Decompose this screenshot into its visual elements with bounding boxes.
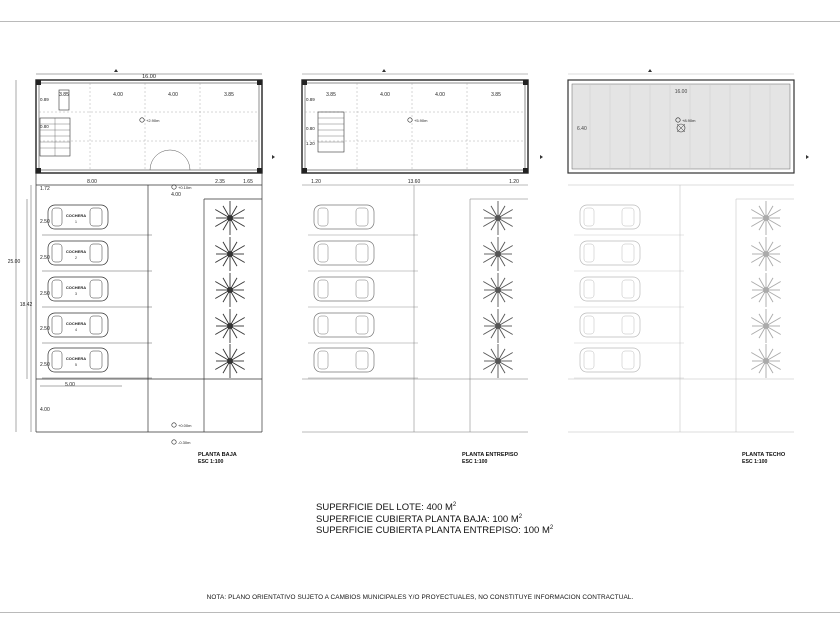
- trees-baja: [215, 201, 244, 378]
- summary-ground: [316, 514, 553, 526]
- dim-left-total: 25.00: [7, 259, 21, 265]
- tree-symbol: [215, 344, 244, 378]
- plan-planta-baja: [8, 74, 262, 465]
- parked-car: [308, 313, 418, 343]
- area-summary: [316, 502, 553, 537]
- dim-left-mid: 18.42: [19, 302, 33, 308]
- dim-top-part: 3.85: [491, 92, 501, 98]
- level-text: +8.90m: [682, 118, 696, 123]
- parking-label: COCHERA: [65, 356, 87, 361]
- parked-car: [574, 205, 684, 235]
- dim-row: 2.50: [40, 255, 50, 261]
- level-marker-yard: [172, 185, 192, 190]
- level-text: -0.30m: [178, 440, 191, 445]
- dim-top-part: 4.00: [380, 92, 390, 98]
- plan-title: PLANTA ENTREPISO: [462, 452, 518, 458]
- level-text: +2.90m: [146, 118, 160, 123]
- summary-ground-value: 100 M: [492, 513, 519, 525]
- tree-symbol: [751, 201, 780, 235]
- dim-side: 6.40: [577, 126, 587, 132]
- dim-top-total: 16.00: [142, 74, 156, 80]
- dim-row: 2.50: [40, 291, 50, 297]
- dim-small: 1.20: [306, 141, 315, 146]
- dim-bottom-width: 5.00: [65, 382, 75, 388]
- tree-symbol: [483, 309, 512, 343]
- dim-top-part: 3.85: [224, 92, 234, 98]
- parked-car: [42, 277, 152, 307]
- parked-car: [574, 241, 684, 271]
- tree-symbol: [483, 344, 512, 378]
- parking-label: COCHERA: [65, 213, 87, 218]
- tree-symbol: [751, 344, 780, 378]
- parking-number: 2: [75, 256, 77, 260]
- tree-symbol: [215, 273, 244, 307]
- tree-symbol: [215, 237, 244, 271]
- tree-symbol: [483, 273, 512, 307]
- parking-spots-techo: [574, 205, 684, 378]
- level-marker-top: [140, 118, 160, 123]
- trees-techo: [751, 201, 780, 378]
- unit-superscript: 2: [518, 513, 523, 520]
- dim-lane: 4.00: [171, 192, 181, 198]
- disclaimer-note: NOTA: PLANO ORIENTATIVO SUJETO A CAMBIOS MUNICIPALES Y/O PROYECTUALES, NO CONSTITUYE INFORMACION CONTRACTUAL.: [206, 594, 634, 601]
- parking-spots-baja: [42, 205, 152, 378]
- summary-lot-label: SUPERFICIE DEL LOTE:: [316, 502, 424, 513]
- parked-car: [308, 205, 418, 235]
- parked-car: [308, 241, 418, 271]
- level-marker-street: [172, 423, 192, 428]
- plan-title: PLANTA TECHO: [742, 452, 786, 458]
- dim-top-part: 3.85: [59, 92, 69, 98]
- parking-number: 1: [75, 220, 77, 224]
- level-text: +5.90m: [414, 118, 428, 123]
- plan-title: PLANTA BAJA: [198, 452, 237, 458]
- tree-symbol: [215, 201, 244, 235]
- tree-symbol: [483, 237, 512, 271]
- dim-under: 1.20: [509, 179, 519, 185]
- parked-car: [574, 348, 684, 378]
- parking-label: COCHERA: [65, 285, 87, 290]
- dim-top-total: 16.00: [674, 89, 688, 95]
- plan-scale: ESC 1:100: [742, 459, 768, 465]
- dim-row: 2.50: [40, 362, 50, 368]
- parked-car: [574, 277, 684, 307]
- dim-small: 0.80: [306, 126, 315, 131]
- parking-number: 5: [75, 363, 77, 367]
- trees-entrepiso: [483, 201, 512, 378]
- tree-symbol: [215, 309, 244, 343]
- summary-lot-value: 400 M: [426, 502, 453, 513]
- plan-planta-techo: [568, 74, 794, 465]
- plan-planta-entrepiso: [302, 74, 528, 465]
- summary-ground-label: SUPERFICIE CUBIERTA PLANTA BAJA:: [316, 513, 490, 525]
- unit-superscript: 2: [549, 525, 554, 531]
- dim-small: 0.89: [306, 97, 315, 102]
- dim-small: 0.80: [40, 124, 49, 129]
- tree-symbol: [751, 309, 780, 343]
- parking-spots-entrepiso: [308, 205, 418, 378]
- dim-small: 0.89: [40, 97, 49, 102]
- dim-under: 1.20: [311, 179, 321, 185]
- dim-under: 2.35: [215, 179, 225, 185]
- dim-row: 2.50: [40, 219, 50, 225]
- dim-row: 1.72: [40, 186, 50, 192]
- parked-car: [308, 277, 418, 307]
- level-text: +0.10m: [178, 185, 192, 190]
- tree-symbol: [751, 273, 780, 307]
- plan-scale: ESC 1:100: [462, 459, 488, 465]
- unit-superscript: 2: [452, 502, 457, 508]
- dim-top-part: 4.00: [168, 92, 178, 98]
- summary-lot: [316, 502, 553, 514]
- dim-top-part: 4.00: [435, 92, 445, 98]
- level-text: +0.00m: [178, 423, 192, 428]
- dim-row: 2.50: [40, 326, 50, 332]
- parked-car: [42, 241, 152, 271]
- parked-car: [42, 205, 152, 235]
- parked-car: [308, 348, 418, 378]
- tree-symbol: [483, 201, 512, 235]
- level-marker-top: [408, 118, 428, 123]
- tree-symbol: [751, 237, 780, 271]
- parked-car: [42, 313, 152, 343]
- dim-under: 1.65: [243, 179, 253, 185]
- parking-number: 3: [75, 292, 77, 296]
- parking-label: COCHERA: [65, 321, 87, 326]
- dim-top-part: 4.00: [113, 92, 123, 98]
- summary-mezz-label: SUPERFICIE CUBIERTA PLANTA ENTREPISO:: [316, 525, 521, 536]
- level-marker-gate: [172, 440, 191, 445]
- summary-mezzanine: [316, 525, 553, 537]
- dim-under: 13.60: [407, 179, 421, 185]
- dim-under: 8.00: [87, 179, 97, 185]
- parking-label: COCHERA: [65, 249, 87, 254]
- plan-scale: ESC 1:100: [198, 459, 224, 465]
- parked-car: [574, 313, 684, 343]
- dim-top-part: 3.85: [326, 92, 336, 98]
- parking-number: 4: [75, 328, 77, 332]
- summary-mezz-value: 100 M: [523, 525, 550, 536]
- parked-car: [42, 348, 152, 378]
- dim-row: 4.00: [40, 407, 50, 413]
